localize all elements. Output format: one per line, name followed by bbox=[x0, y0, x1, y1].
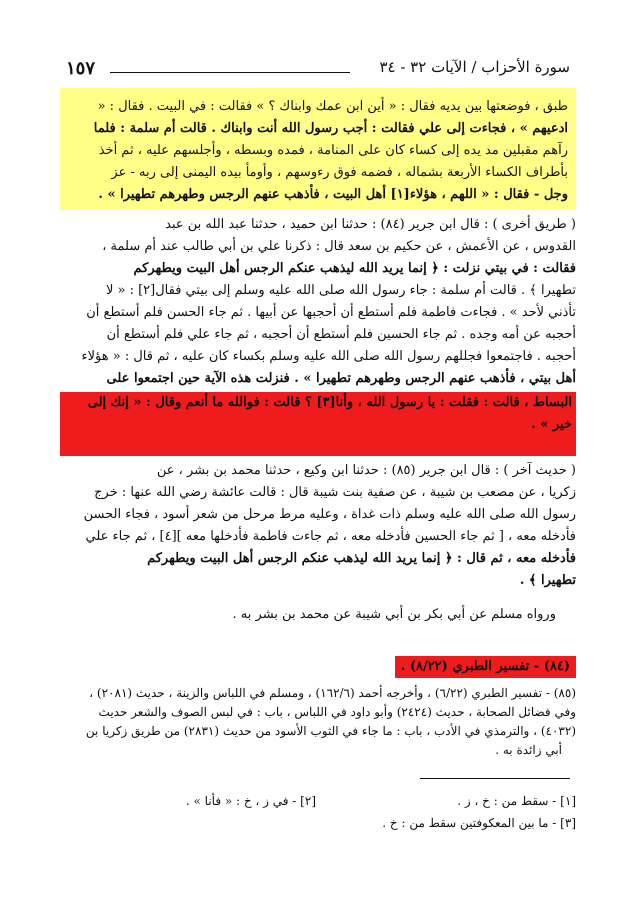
text-line: ( طريق أخرى ) : قال ابن جرير (٨٤) : حدثنا ابن حميد ، حدثنا عبد الله بن عبد bbox=[165, 217, 576, 232]
running-title: سورة الأحزاب / الآيات ٣٢ - ٣٤ bbox=[379, 58, 570, 76]
yellow-highlight-paragraph bbox=[60, 88, 576, 210]
footnotes-divider bbox=[420, 778, 570, 779]
header-rule bbox=[110, 72, 350, 73]
text-line: أحجبه . فاجتمعوا فجللهم رسول الله صلى الله عليه وسلم بكساء كان عليه ، ثم قال : « هؤلاء bbox=[81, 349, 576, 364]
page-number: ١٥٧ bbox=[66, 58, 96, 79]
text-line: البساط ، قالت : فقلت : يا رسول الله ، وأنا[٣] ؟ قالت : فوالله ما أنعم وقال : « إنك إلى bbox=[87, 395, 572, 410]
text-line: تأذني لأحد » . فجاءت فاطمة فلم أستطع أن أحجبها عن أبيها . ثم جاء الحسن فلم أستطع أن bbox=[86, 305, 576, 320]
text-line: رسول الله صلى الله عليه وسلم ذات غداة ، وعليه مرط مرحل من شعر أسود ، فجاء الحسن bbox=[83, 507, 576, 522]
text-line: فأدخله معه ، ثم قال : ﴿ إنما يريد الله ليذهب عنكم الرجس أهل البيت ويطهركم bbox=[147, 551, 576, 566]
paragraph-another-route bbox=[60, 214, 576, 390]
text-line: (٤٠٣٢) ، والترمذي في الأدب ، باب : ما جاء في الثوب الأسود من حديث (٢٨٣١) من طريق زكريا بن bbox=[85, 724, 576, 738]
paragraph-another-hadith bbox=[60, 460, 576, 592]
page-header bbox=[60, 58, 570, 82]
text-line: خير » . bbox=[531, 417, 572, 432]
text-line: فأدخله معه ، [ ثم جاء الحسين فأدخله معه ، ثم جاءت فاطمة فأدخلها معه ][٤] ، ثم جاء علي bbox=[85, 529, 576, 544]
footnote-84: (٨٤) - تفسير الطبري (٨/٢٢) . bbox=[395, 656, 576, 678]
footnote-85 bbox=[60, 684, 576, 760]
text-line: وجل - فقال : « اللهم ، هؤلاء[١] أهل البيت ، فأذهب عنهم الرجس وطهرهم تطهيرا » . bbox=[98, 187, 568, 202]
text-line: تطهيرا ﴾ . bbox=[519, 573, 576, 588]
text-line: زكريا ، عن مصعب بن شيبة ، عن صفية بنت شيبة قال : قالت عائشة رضي الله عنها : خرج bbox=[94, 485, 576, 500]
text-line: أحجبه عن أمه وجده . ثم جاء الحسين فلم أستطع أن أحجبه ، ثم جاء علي فلم أستطع أن bbox=[106, 327, 576, 342]
note-1: [١] - سقط من : خ ، ز . bbox=[457, 794, 576, 808]
text-line: وفي فضائل الصحابة ، حديث (٢٤٢٤) وأبو داود في اللباس ، باب : في لبس الصوف والشعر حديث bbox=[98, 705, 576, 719]
text-line: (٨٥) - تفسير الطبري (٦/٢٢) ، وأخرجه أحمد (١٦٢/٦) ، ومسلم في اللباس والزينة ، حديث (٢٠٨١) ، bbox=[89, 686, 576, 700]
text-line: ورواه مسلم عن أبي بكر بن أبي شيبة عن محمد بن بشر به . bbox=[232, 607, 556, 622]
text-line: بأطراف الكساء الأربعة بشماله ، فضمه فوق رءوسهم ، وأومأ بيده اليمنى إلى ربه - عز bbox=[111, 165, 568, 180]
muslim-narration-line bbox=[60, 604, 576, 626]
text-line: أبي زائدة به . bbox=[495, 743, 562, 757]
text-line: رآهم مقبلين مد يده إلى كساء كان على المنامة ، فمده وبسطه ، وأجلسهم عليه ، ثم أخذ bbox=[98, 143, 568, 158]
note-3: [٣] - ما بين المعكوفتين سقط من : خ . bbox=[382, 816, 576, 830]
text-line: طبق ، فوضعتها بين يديه فقال : « أين ابن عمك وابناك ؟ » فقالت : في البيت . فقال : « bbox=[97, 99, 568, 114]
text-line: ( حديث آخر ) : قال ابن جرير (٨٥) : حدثنا ابن وكيع ، حدثنا محمد بن بشر ، عن bbox=[156, 463, 576, 478]
text-line: فقالت : في بيتي نزلت : ﴿ إنما يريد الله ليذهب عنكم الرجس أهل البيت ويطهركم bbox=[133, 261, 576, 276]
bracket-notes bbox=[60, 792, 576, 842]
text-line: أهل بيتي ، فأذهب عنهم الرجس وطهرهم تطهيرا » . فنزلت هذه الآية حين اجتمعوا على bbox=[106, 371, 576, 386]
text-line: تطهيرا ﴾ . قالت أم سلمة : جاء رسول الله صلى الله عليه وسلم إلى بيتي فقال[٢] : « لا bbox=[105, 283, 576, 298]
text-line: ادعيهم » ، فجاءت إلى علي فقالت : أجب رسول الله أنت وابناك . قالت أم سلمة : فلما bbox=[93, 121, 568, 136]
note-2: [٢] - في ز ، خ : « فأنا » . bbox=[185, 794, 316, 808]
text-line: القدوس ، عن الأعمش ، عن حكيم بن سعد قال : ذكرنا علي بن أبي طالب عند أم سلمة ، bbox=[102, 239, 576, 254]
red-highlight-lines bbox=[60, 392, 576, 456]
footnote-84-block bbox=[60, 656, 576, 678]
